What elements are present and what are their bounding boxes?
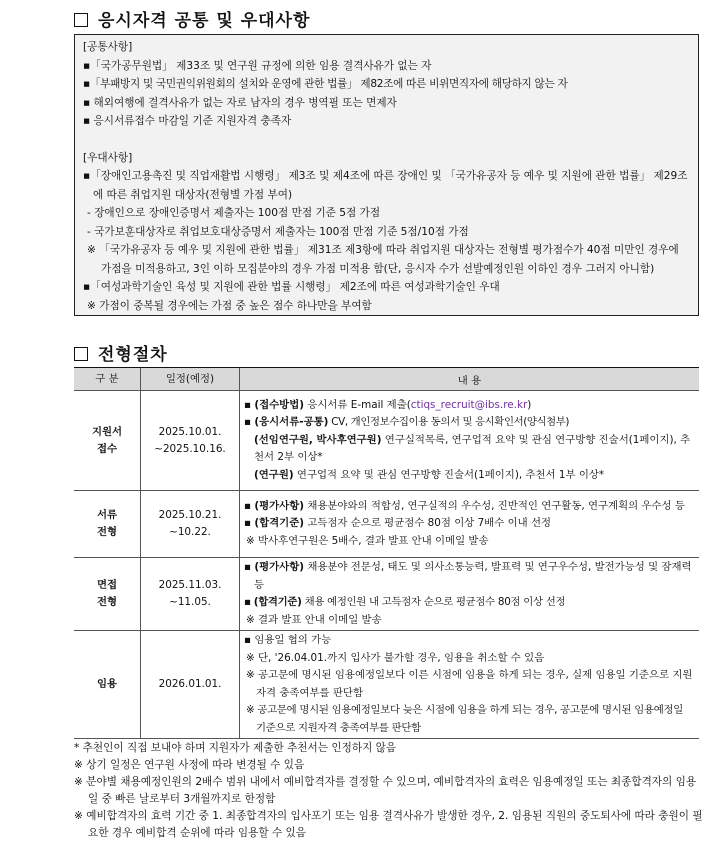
row-date: 2025.10.01. ~2025.10.16.: [141, 391, 240, 491]
content-line: ▪ (평가사항) 채용분야와의 적합성, 연구실적의 우수성, 진반적인 연구활동, 연구계획의 우수성 등: [244, 499, 685, 512]
table-row-application: [74, 391, 699, 491]
section-title-text: 응시자격 공통 및 우대사항: [98, 11, 311, 31]
pref-item: ▪「장애인고용촉진 및 직업재활법 시행령」 제3조 및 제4조에 따른 장애인 및 「국가유공자 등 예우 및 지원에 관한 법률」 제29조에 따른 취업지원 대상자(전형별 가점 부여): [83, 170, 688, 201]
row-date: 2026.01.01.: [141, 631, 240, 739]
footnotes: [74, 740, 704, 842]
table-header-row: [74, 368, 699, 391]
email-link[interactable]: ctiqs_recruit@ibs.re.kr: [410, 398, 528, 411]
qualifications-panel: [74, 34, 699, 316]
content-note: ※ 박사후연구원은 5배수, 결과 발표 안내 이메일 발송: [246, 534, 489, 547]
content-line: ▪ (평가사항) 채용분야 전문성, 태도 및 의사소통능력, 발표력 및 연구우수성, 발전가능성 및 잠재력 등: [244, 561, 692, 591]
pref-note: ※ 「국가유공자 등 예우 및 지원에 관한 법률」 제31조 제3항에 따라 취업지원 대상자는 전형별 평가점수가 40점 미만인 경우에 가점을 미적용하고, 3인 이하 모집분야의 경우 가점 미적용 함(단, 응시자 수가 선발예정인원 이하인 경우 그러지 아니함): [87, 244, 679, 275]
common-item: ▪「부패방지 및 국민권익위원회의 설치와 운영에 관한 법률」 제82조에 따른 비위면직자에 해당하지 않는 자: [83, 78, 568, 90]
row-content: [240, 631, 700, 739]
content-line: (연구원) 연구업적 요약 및 관심 연구방향 진술서(1페이지), 추천서 1부 이상*: [254, 468, 605, 481]
table-row-document-screening: [74, 491, 699, 558]
common-item: ▪ 해외여행에 결격사유가 없는 자로 남자의 경우 병역필 또는 면제자: [83, 96, 397, 109]
footnote: ※ 예비합격자의 효력 기간 중 1. 최종합격자의 입사포기 또는 임용 결격사유가 발생한 경우, 2. 임용된 직원의 중도퇴사에 따라 충원이 필요한 경우 예비합격 순위에 따라 임용할 수 있음: [74, 810, 703, 839]
pref-item: ▪「여성과학기술인 육성 및 지원에 관한 법률 시행령」 제2조에 따른 여성과학기술인 우대: [83, 281, 500, 293]
header-schedule: 일정(예정): [141, 368, 240, 391]
section-title-procedure: [74, 340, 168, 365]
content-note: ※ 공고문에 명시된 임용예정일보다 늦은 시점에 임용을 하게 되는 경우, 공고문에 명시된 임용예정일 기준으로 지원자격 충족여부를 판단함: [246, 704, 683, 734]
footnote: ※ 상기 일정은 연구원 사정에 따라 변경될 수 있음: [74, 759, 305, 771]
header-content: 내 용: [240, 368, 700, 391]
row-name: 지원서 접수: [74, 391, 141, 491]
checkbox-square-icon: [74, 347, 88, 361]
pref-subitem: - 국가보훈대상자로 취업보호대상증명서 제출자는 100점 만점 기준 5점/10점 가점: [87, 225, 469, 238]
row-name: 임용: [74, 631, 141, 739]
pref-header: [우대사항]: [83, 151, 133, 164]
row-content: [240, 391, 700, 491]
pref-subitem: - 장애인으로 장애인증명서 제출자는 100점 만점 기준 5점 가점: [87, 207, 381, 219]
content-line: ▪ (접수방법) 응시서류 E-mail 제출(ctiqs_recruit@ibs.re.kr): [244, 398, 532, 411]
content-line: ▪ (응시서류-공통) CV, 개인정보수집이용 동의서 및 응시확인서(양식첨부): [244, 416, 570, 429]
common-item: ▪「국가공무원법」 제33조 및 연구원 규정에 의한 임용 결격사유가 없는 자: [83, 59, 432, 72]
footnote: ※ 분야별 채용예정인원의 2배수 범위 내에서 예비합격자를 결정할 수 있으며, 예비합격자의 효력은 임용예정일 또는 최종합격자의 임용일 중 빠른 날로부터 3개월까지로 한정함: [74, 776, 697, 805]
content-line: ▪ 임용일 협의 가능: [244, 634, 332, 646]
content-note: ※ 결과 발표 안내 이메일 발송: [246, 613, 382, 626]
footnote: * 추천인이 직접 보내야 하며 지원자가 제출한 추천서는 인정하지 않음: [74, 742, 397, 754]
content-line: (선임연구원, 박사후연구원) 연구실적목록, 연구업적 요약 및 관심 연구방향 진술서(1페이지), 추천서 2부 이상*: [254, 433, 691, 464]
row-content: [240, 558, 700, 631]
checkbox-square-icon: [74, 13, 88, 27]
row-name: 면접 전형: [74, 558, 141, 631]
row-date: 2025.10.21. ~10.22.: [141, 491, 240, 558]
section-title-text: 전형절차: [98, 345, 168, 365]
row-content: [240, 491, 700, 558]
table-row-appointment: [74, 631, 699, 739]
content-note: ※ 공고문에 명시된 임용예정일보다 이른 시점에 임용을 하게 되는 경우, 실제 임용일 기준으로 지원자격 충족여부를 판단함: [246, 669, 693, 699]
row-date: 2025.11.03. ~11.05.: [141, 558, 240, 631]
procedure-table: [74, 367, 699, 739]
content-note: ※ 단, '26.04.01.까지 입사가 불가할 경우, 임용을 취소할 수 있음: [246, 651, 545, 664]
row-name: 서류 전형: [74, 491, 141, 558]
content-line: ▪ (합격기준) 채용 예정인원 내 고득점자 순으로 평균점수 80점 이상 선정: [244, 596, 566, 608]
common-item: ▪ 응시서류접수 마감일 기준 지원자격 충족자: [83, 115, 292, 127]
content-line: ▪ (합격기준) 고득점자 순으로 평균점수 80점 이상 7배수 이내 선정: [244, 517, 552, 530]
section-title-qualifications: [74, 6, 310, 31]
header-category: 구 분: [74, 368, 141, 391]
table-row-interview: [74, 558, 699, 631]
pref-note: ※ 가점이 중복될 경우에는 가점 중 높은 점수 하나만을 부여함: [87, 299, 372, 312]
common-header: [공통사항]: [83, 41, 133, 53]
